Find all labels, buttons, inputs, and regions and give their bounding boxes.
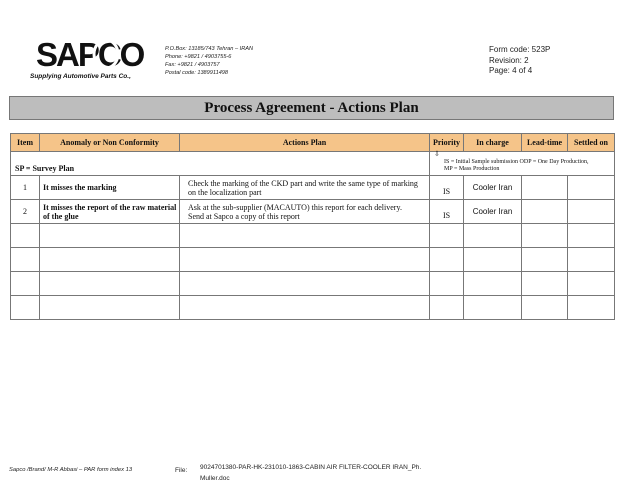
table-row bbox=[11, 200, 615, 224]
cell-settled-on bbox=[568, 176, 615, 200]
cell-anomaly bbox=[40, 200, 180, 224]
empty-cell bbox=[11, 248, 40, 272]
empty-cell bbox=[568, 248, 615, 272]
action-line: Ask at the sub-supplier (MACAUTO) this report for each delivery. bbox=[188, 202, 402, 212]
file-name-line: Muller.doc bbox=[200, 475, 230, 482]
legend-row bbox=[11, 152, 615, 176]
empty-cell bbox=[430, 248, 464, 272]
header-in-charge: In charge bbox=[464, 134, 522, 152]
header-item: Item bbox=[11, 134, 40, 152]
empty-cell bbox=[180, 224, 430, 248]
empty-cell bbox=[40, 224, 180, 248]
empty-cell bbox=[430, 296, 464, 320]
empty-cell bbox=[40, 296, 180, 320]
logo-tagline: Supplying Automotive Parts Co., bbox=[30, 73, 131, 80]
cell-in-charge: Cooler Iran bbox=[464, 200, 522, 224]
empty-cell bbox=[568, 272, 615, 296]
form-info bbox=[489, 45, 550, 77]
empty-cell bbox=[568, 224, 615, 248]
phone-line: Phone: +9821 / 4903755-6 bbox=[165, 54, 232, 60]
page-title: Process Agreement - Actions Plan bbox=[204, 99, 419, 116]
company-address bbox=[165, 45, 253, 77]
postal-code-line: Postal code: 1389911498 bbox=[165, 70, 229, 76]
empty-table-row bbox=[11, 296, 615, 320]
sapco-logo-icon bbox=[36, 36, 144, 73]
empty-cell bbox=[11, 224, 40, 248]
empty-table-row bbox=[11, 272, 615, 296]
empty-cell bbox=[11, 296, 40, 320]
cell-action bbox=[180, 200, 430, 224]
empty-cell bbox=[180, 248, 430, 272]
priority-legend bbox=[430, 152, 615, 176]
legend-line: MP = Mass Production bbox=[444, 166, 500, 172]
action-line: on the localization part bbox=[188, 187, 262, 197]
cell-item: 1 bbox=[11, 176, 40, 200]
revision: Revision: 2 bbox=[489, 55, 529, 65]
header-settled-on: Settled on bbox=[568, 134, 615, 152]
anomaly-line: of the glue bbox=[43, 211, 79, 221]
arrow-down-icon: ⇩ bbox=[434, 150, 440, 158]
file-name-line: 9024701380-PAR-HK-231010-1863-CABIN AIR FILTER-COOLER IRAN_Ph. bbox=[200, 464, 422, 471]
anomaly-line: It misses the report of the raw material bbox=[43, 202, 177, 212]
cell-anomaly: It misses the marking bbox=[40, 176, 180, 200]
svg-text:SAPCO: SAPCO bbox=[36, 36, 144, 73]
cell-action bbox=[180, 176, 430, 200]
action-line: Check the marking of the CKD part and write the same type of marking bbox=[188, 178, 418, 188]
title-bar bbox=[9, 96, 614, 120]
empty-cell bbox=[430, 224, 464, 248]
footer-file-name bbox=[200, 462, 430, 484]
cell-priority: IS bbox=[430, 176, 464, 200]
empty-cell bbox=[464, 296, 522, 320]
header-anomaly: Anomaly or Non Conformity bbox=[40, 134, 180, 152]
form-code: Form code: 523P bbox=[489, 45, 551, 54]
empty-cell bbox=[40, 248, 180, 272]
legend-line: IS = Initial Sample submission ODP = One Day Production, bbox=[444, 159, 589, 165]
address-line: P.O.Box: 13185/743 Tehran – IRAN bbox=[165, 46, 254, 52]
page-number: Page: 4 of 4 bbox=[489, 66, 533, 75]
empty-cell bbox=[522, 224, 568, 248]
fax-line: Fax: +9821 / 4903757 bbox=[165, 62, 220, 68]
cell-lead-time bbox=[522, 200, 568, 224]
empty-cell bbox=[180, 296, 430, 320]
empty-cell bbox=[430, 272, 464, 296]
action-line: Send at Sapco a copy of this report bbox=[188, 211, 300, 221]
header-priority: Priority bbox=[430, 134, 464, 152]
survey-plan-label: SP = Survey Plan bbox=[11, 152, 430, 176]
cell-priority: IS bbox=[430, 200, 464, 224]
empty-table-row bbox=[11, 248, 615, 272]
empty-cell bbox=[464, 248, 522, 272]
cell-item: 2 bbox=[11, 200, 40, 224]
cell-lead-time bbox=[522, 176, 568, 200]
table-row bbox=[11, 176, 615, 200]
header-actions-plan: Actions Plan bbox=[180, 134, 430, 152]
table-header-row bbox=[11, 134, 615, 152]
empty-cell bbox=[11, 272, 40, 296]
footer-file-label: File: bbox=[175, 467, 188, 474]
empty-cell bbox=[522, 248, 568, 272]
empty-table-row bbox=[11, 224, 615, 248]
empty-cell bbox=[464, 224, 522, 248]
cell-settled-on bbox=[568, 200, 615, 224]
empty-cell bbox=[522, 272, 568, 296]
footer-form-index: Sapco /Brand/ M-R Abbasi – PAR form index 13 bbox=[9, 467, 133, 473]
empty-cell bbox=[40, 272, 180, 296]
empty-cell bbox=[568, 296, 615, 320]
empty-cell bbox=[464, 272, 522, 296]
header-lead-time: Lead-time bbox=[522, 134, 568, 152]
empty-cell bbox=[180, 272, 430, 296]
cell-in-charge: Cooler Iran bbox=[464, 176, 522, 200]
actions-plan-table bbox=[10, 133, 615, 320]
empty-cell bbox=[522, 296, 568, 320]
